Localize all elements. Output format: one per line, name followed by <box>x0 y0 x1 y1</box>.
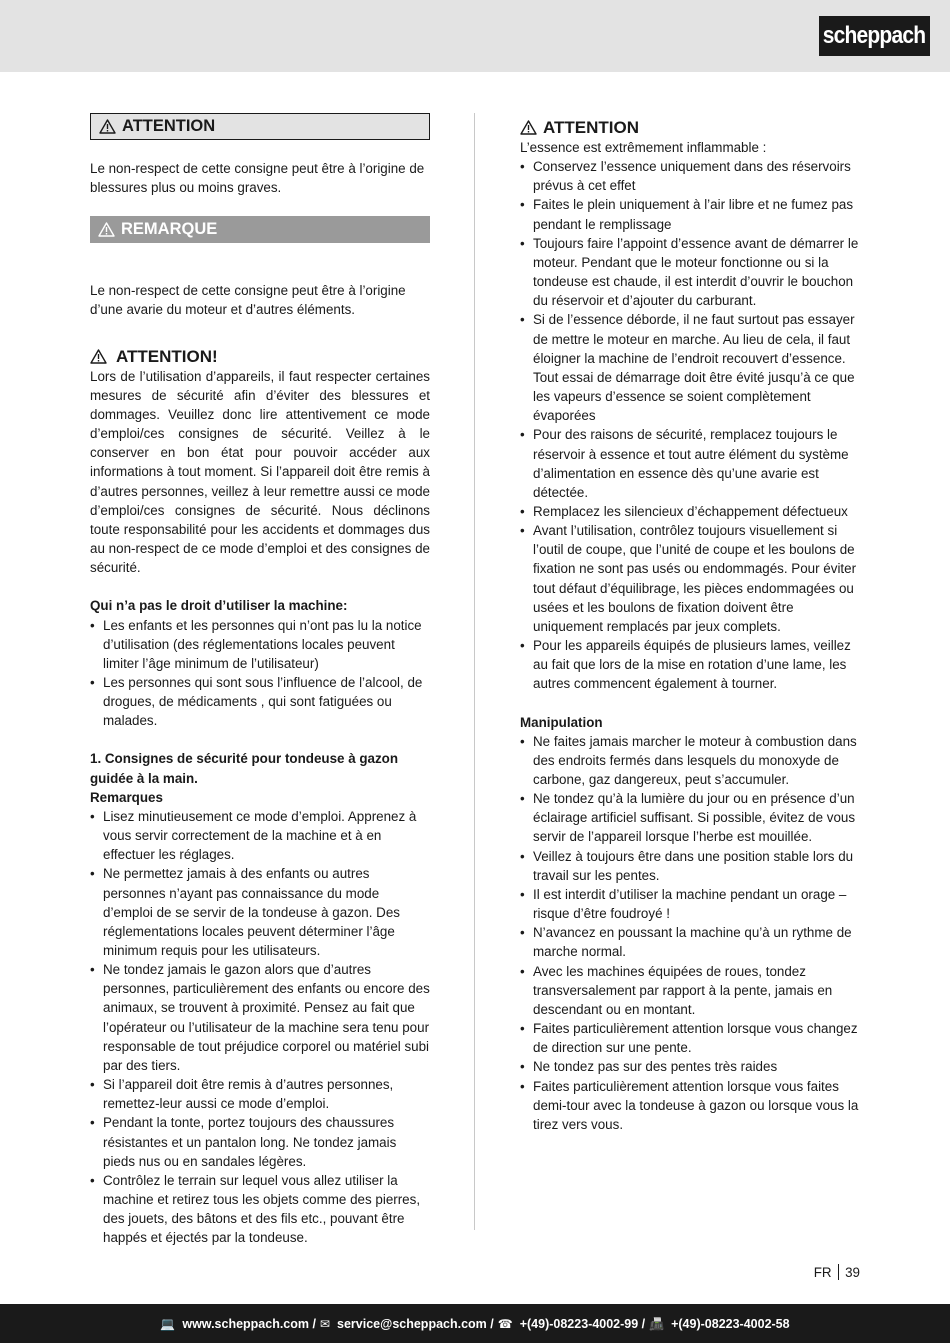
list-item: • Toujours faire l’appoint d’essence avant de démarrer le moteur. Pendant que le moteur fonctionne ou si la tondeuse est chaude, il est interdit d’ouvrir le bouchon du réservoir et d’ajouter du carburant. <box>520 234 860 311</box>
list-item: • Ne tondez qu’à la lumière du jour ou en présence d’un éclairage artificiel suffisant. Si possible, évitez de vous servir de l’appareil lorsque l’herbe est mouillée. <box>520 789 860 846</box>
list-item: • Si l’appareil doit être remis à d’autres personnes, remettez-leur aussi ce mode d’emploi. <box>90 1075 430 1113</box>
list-item: • Faites le plein uniquement à l’air libre et ne fumez pas pendant le remplissage <box>520 195 860 233</box>
list-item: • Ne permettez jamais à des enfants ou autres personnes n’ayant pas connaissance du mode d’emploi de se servir de la tondeuse à gazon. Des réglementations locales peuvent déterminer l’âge minimum requis pour les utilisateurs. <box>90 864 430 960</box>
list-item: • Il est interdit d’utiliser la machine pendant un orage – risque d’être foudroyé ! <box>520 885 860 923</box>
phone-icon: ☎ <box>497 1316 513 1331</box>
manip-list <box>520 732 860 1134</box>
header-bar <box>0 0 950 72</box>
manip-title: Manipulation <box>520 714 603 730</box>
who-title: Qui n’a pas le droit d’utiliser la machine: <box>90 598 348 614</box>
footer-bar <box>0 1304 950 1343</box>
scheppach-logo <box>819 16 930 56</box>
scheppach-logo-wordmark <box>823 21 926 51</box>
fuel-attention-title: ATTENTION <box>543 118 640 137</box>
remark-box <box>90 216 430 243</box>
list-item: • Remplacez les silencieux d’échappement défectueux <box>520 502 860 521</box>
right-column <box>520 113 860 1134</box>
list-item: • Pour les appareils équipés de plusieurs lames, veillez au fait que lors de la mise en rotation d’une lame, les autres commencent également à tourner. <box>520 636 860 693</box>
page-number <box>814 1264 860 1280</box>
section1-title: 1. Consignes de sécurité pour tondeuse à gazon guidée à la main. <box>90 751 399 786</box>
list-item: • Contrôlez le terrain sur lequel vous allez utiliser la machine et retirez tous les objets comme des pierres, des jouets, des bâtons et des fils etc., pouvant être happés et éjectés par la tondeuse. <box>90 1171 430 1248</box>
list-item: • Faites particulièrement attention lorsque vous faites demi-tour avec la tondeuse à gazon ou lorsque vous la tirez vers vous. <box>520 1077 860 1134</box>
list-item: • Lisez minutieusement ce mode d’emploi. Apprenez à vous servir correctement de la machine et à en effectuer les réglages. <box>90 807 430 864</box>
list-item: • Les personnes qui sont sous l’influence de l’alcool, de drogues, de médicaments , qui sont fatiguées ou malades. <box>90 673 430 730</box>
footer-phone: +(49)-08223-4002-99 / <box>519 1316 646 1331</box>
computer-icon: 💻 <box>160 1316 176 1331</box>
list-item: • Veillez à toujours être dans une position stable lors du travail sur les pentes. <box>520 847 860 885</box>
attention2-heading <box>90 346 430 367</box>
list-item: • Les enfants et les personnes qui n’ont pas lu la notice d’utilisation (des réglementations locales peuvent limiter l’âge minimum de l’utilisateur) <box>90 616 430 673</box>
who-list <box>90 616 430 731</box>
page-separator <box>838 1264 840 1280</box>
mail-icon: ✉ <box>319 1316 331 1331</box>
footer-website[interactable]: www.scheppach.com / <box>182 1316 316 1331</box>
list-item: • Ne tondez pas sur des pentes très raides <box>520 1057 860 1076</box>
fuel-attention-heading <box>520 117 860 138</box>
attention-title: ATTENTION <box>122 116 216 135</box>
remarks-list <box>90 807 430 1248</box>
attention2-text: Lors de l’utilisation d’appareils, il faut respecter certaines mesures de sécurité afin d’éviter des blessures et dommages. Veuillez donc lire attentivement ce mode d’emploi/ces consignes de sécurité. Veillez à le conserver en bon état pour pouvoir accéder aux informations à tout moment. Si l’appareil doit être remis à d’autres personnes, veillez à leur remettre aussi ce mode d’emploi/ces consignes de sécurité. Nous déclinons toute responsabilité pour les accidents et dommages dus au non-respect de ce mode d’emploi et des consignes de sécurité. <box>90 368 430 576</box>
page-lang: FR <box>813 1264 832 1280</box>
list-item: • Faites particulièrement attention lorsque vous changez de direction sur une pente. <box>520 1019 860 1057</box>
remark-text: Le non-respect de cette consigne peut être à l’origine d’une avarie du moteur et d’autres éléments. <box>90 283 406 318</box>
warning-icon <box>520 120 537 135</box>
page-num: 39 <box>845 1264 860 1280</box>
footer-fax: +(49)-08223-4002-58 <box>671 1316 790 1331</box>
list-item: • Avec les machines équipées de roues, tondez transversalement par rapport à la pente, jamais en descendant ou en montant. <box>520 962 860 1019</box>
list-item: • Si de l’essence déborde, il ne faut surtout pas essayer de mettre le moteur en marche. Au lieu de cela, il faut éloigner la machine de l’endroit recouvert d’essence. Tout essai de démarrage doit être évité jusqu’à ce que les vapeurs d’essence se soient complètement évaporées <box>520 310 860 425</box>
attention2-title: ATTENTION! <box>116 346 218 366</box>
warning-icon <box>99 119 116 134</box>
footer-email[interactable]: service@scheppach.com / <box>337 1316 494 1331</box>
fuel-list <box>520 157 860 693</box>
list-item: • Pour des raisons de sécurité, remplacez toujours le réservoir à essence et tout autre élément du système d’alimentation en essence dès qu’une avarie est détectée. <box>520 425 860 502</box>
list-item: • N’avancez en poussant la machine qu’à un rythme de marche normal. <box>520 923 860 961</box>
list-item: • Pendant la tonte, portez toujours des chaussures résistantes et un pantalon long. Ne tondez jamais pieds nus ou en sandales légères. <box>90 1113 430 1170</box>
warning-icon <box>90 349 107 364</box>
column-divider <box>474 113 475 1230</box>
list-item: • Conservez l’essence uniquement dans des réservoirs prévus à cet effet <box>520 157 860 195</box>
remark-title: REMARQUE <box>121 220 218 239</box>
list-item: • Ne faites jamais marcher le moteur à combustion dans des endroits fermés dans lesquels du monoxyde de carbone, gaz dangereux, peut s’accumuler. <box>520 732 860 789</box>
list-item: • Ne tondez jamais le gazon alors que d’autres personnes, particulièrement des enfants ou encore des animaux, se trouvent à proximité. Pensez au fait que l’opérateur ou l’utilisateur de la machine sera tenu pour responsable de tout préjudice corporel ou matériel subi par des tiers. <box>90 960 430 1075</box>
attention-box <box>90 113 430 140</box>
remarks-title: Remarques <box>90 789 163 805</box>
warning-icon <box>98 222 115 237</box>
list-item: • Avant l’utilisation, contrôlez toujours visuellement si l’outil de coupe, que l’unité de coupe et les boulons de fixation ne sont pas usés ou endommagés. Pour éviter tout défaut d’équilibrage, les pièces endommagées ou usées et les boulons de fixation doivent être uniquement remplacés par jeux complets. <box>520 521 860 636</box>
fax-icon: 📠 <box>649 1316 665 1331</box>
attention-text: Le non-respect de cette consigne peut être à l’origine de blessures plus ou moins graves. <box>90 161 425 196</box>
fuel-intro: L’essence est extrêmement inflammable : <box>520 140 767 155</box>
left-column <box>90 113 430 1248</box>
svg-text:scheppach: scheppach <box>823 21 926 49</box>
